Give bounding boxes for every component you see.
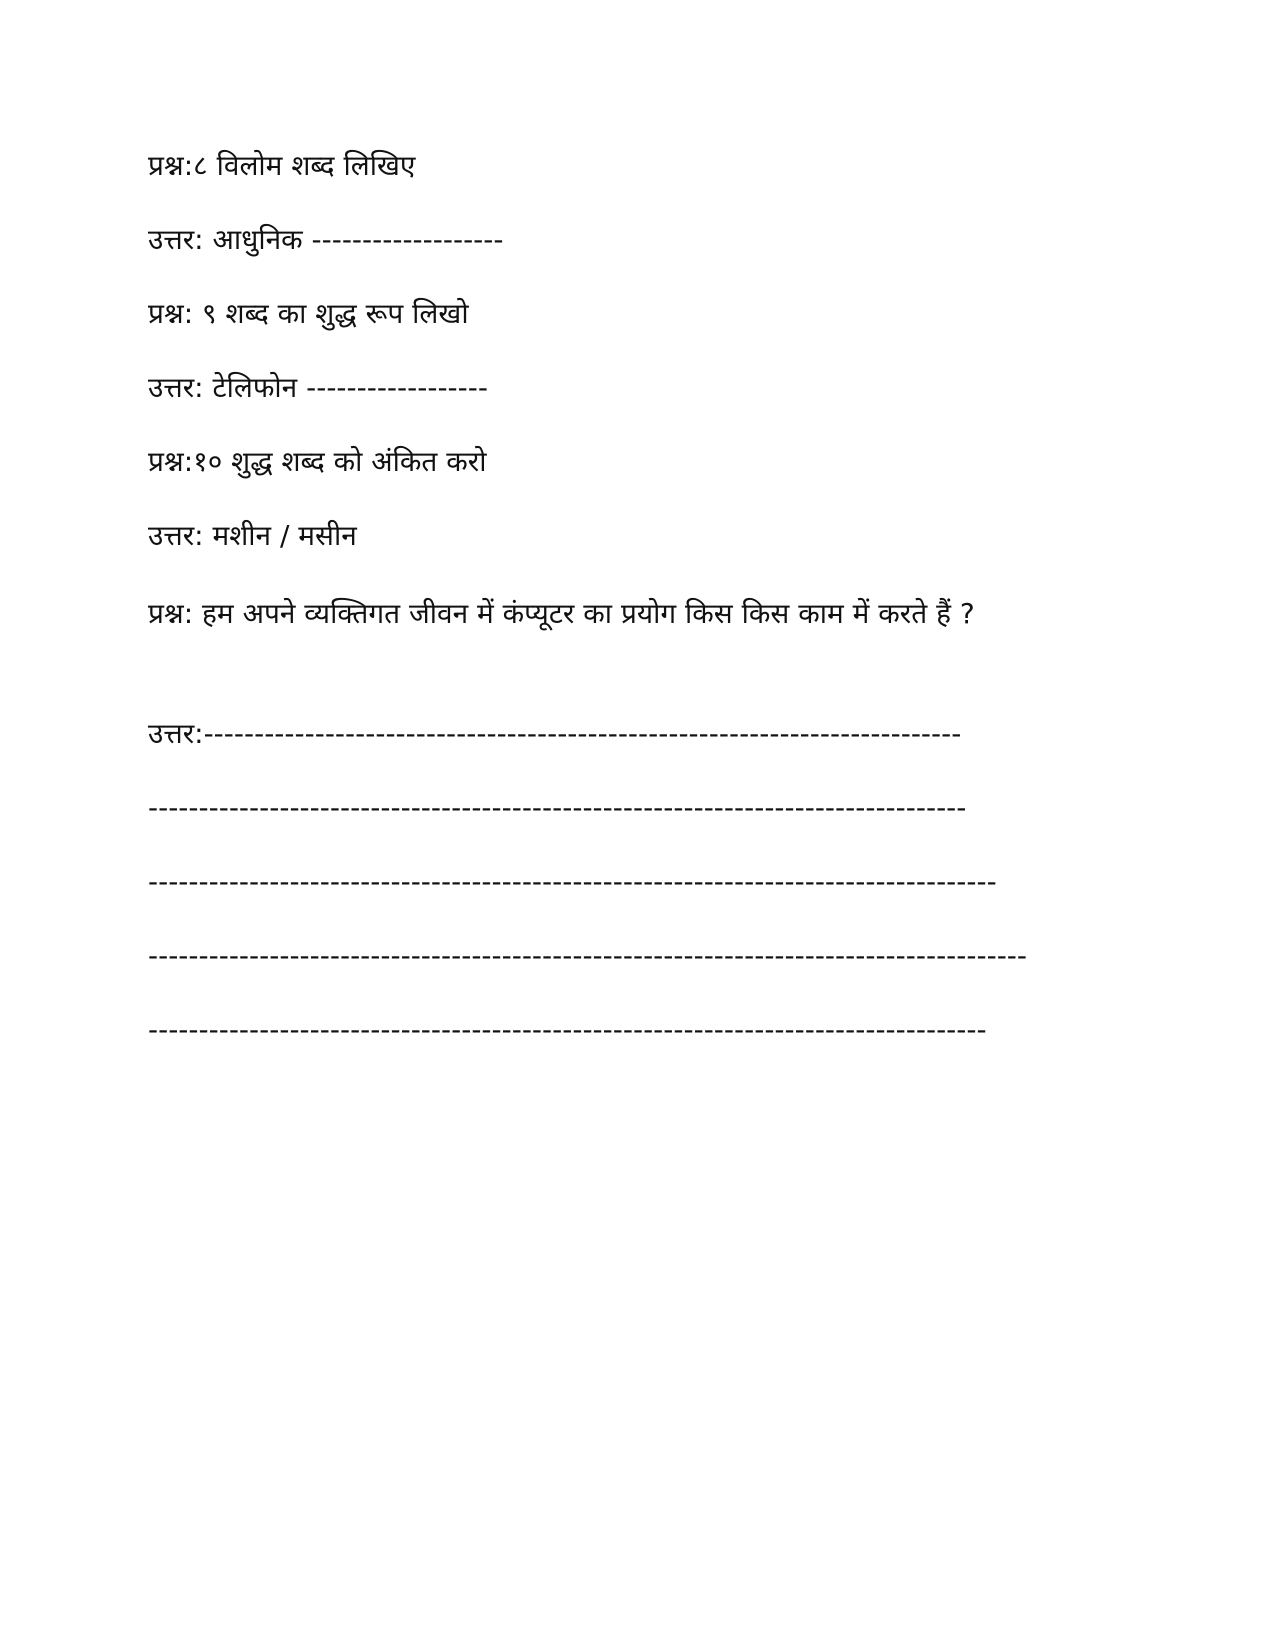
answer-11-line-1: उत्तर:---------------------------------------------------------------------------	[148, 717, 962, 750]
question-8: प्रश्न:८ विलोम शब्द लिखिए	[148, 149, 416, 182]
answer-8: उत्तर: आधुनिक -------------------	[148, 223, 504, 256]
answer-blank-line: ---------------------------------------------------------------------------------	[148, 791, 967, 824]
answer-9: उत्तर: टेलिफोन ------------------	[148, 371, 488, 404]
question-11: प्रश्न: हम अपने व्यक्तिगत जीवन में कंप्यूटर का प्रयोग किस किस काम में करते हैं ?	[148, 597, 975, 630]
answer-10: उत्तर: मशीन / मसीन	[148, 519, 357, 552]
answer-blank-line: -----------------------------------------------------------------------------------	[148, 1013, 987, 1046]
answer-blank-line: ------------------------------------------------------------------------------------	[148, 865, 997, 898]
question-9: प्रश्न: ९ शब्द का शुद्ध रूप लिखो	[148, 297, 469, 330]
question-10: प्रश्न:१० शुद्ध शब्द को अंकित करो	[148, 445, 487, 478]
answer-blank-line: ---------------------------------------------------------------------------------------	[148, 939, 1028, 972]
